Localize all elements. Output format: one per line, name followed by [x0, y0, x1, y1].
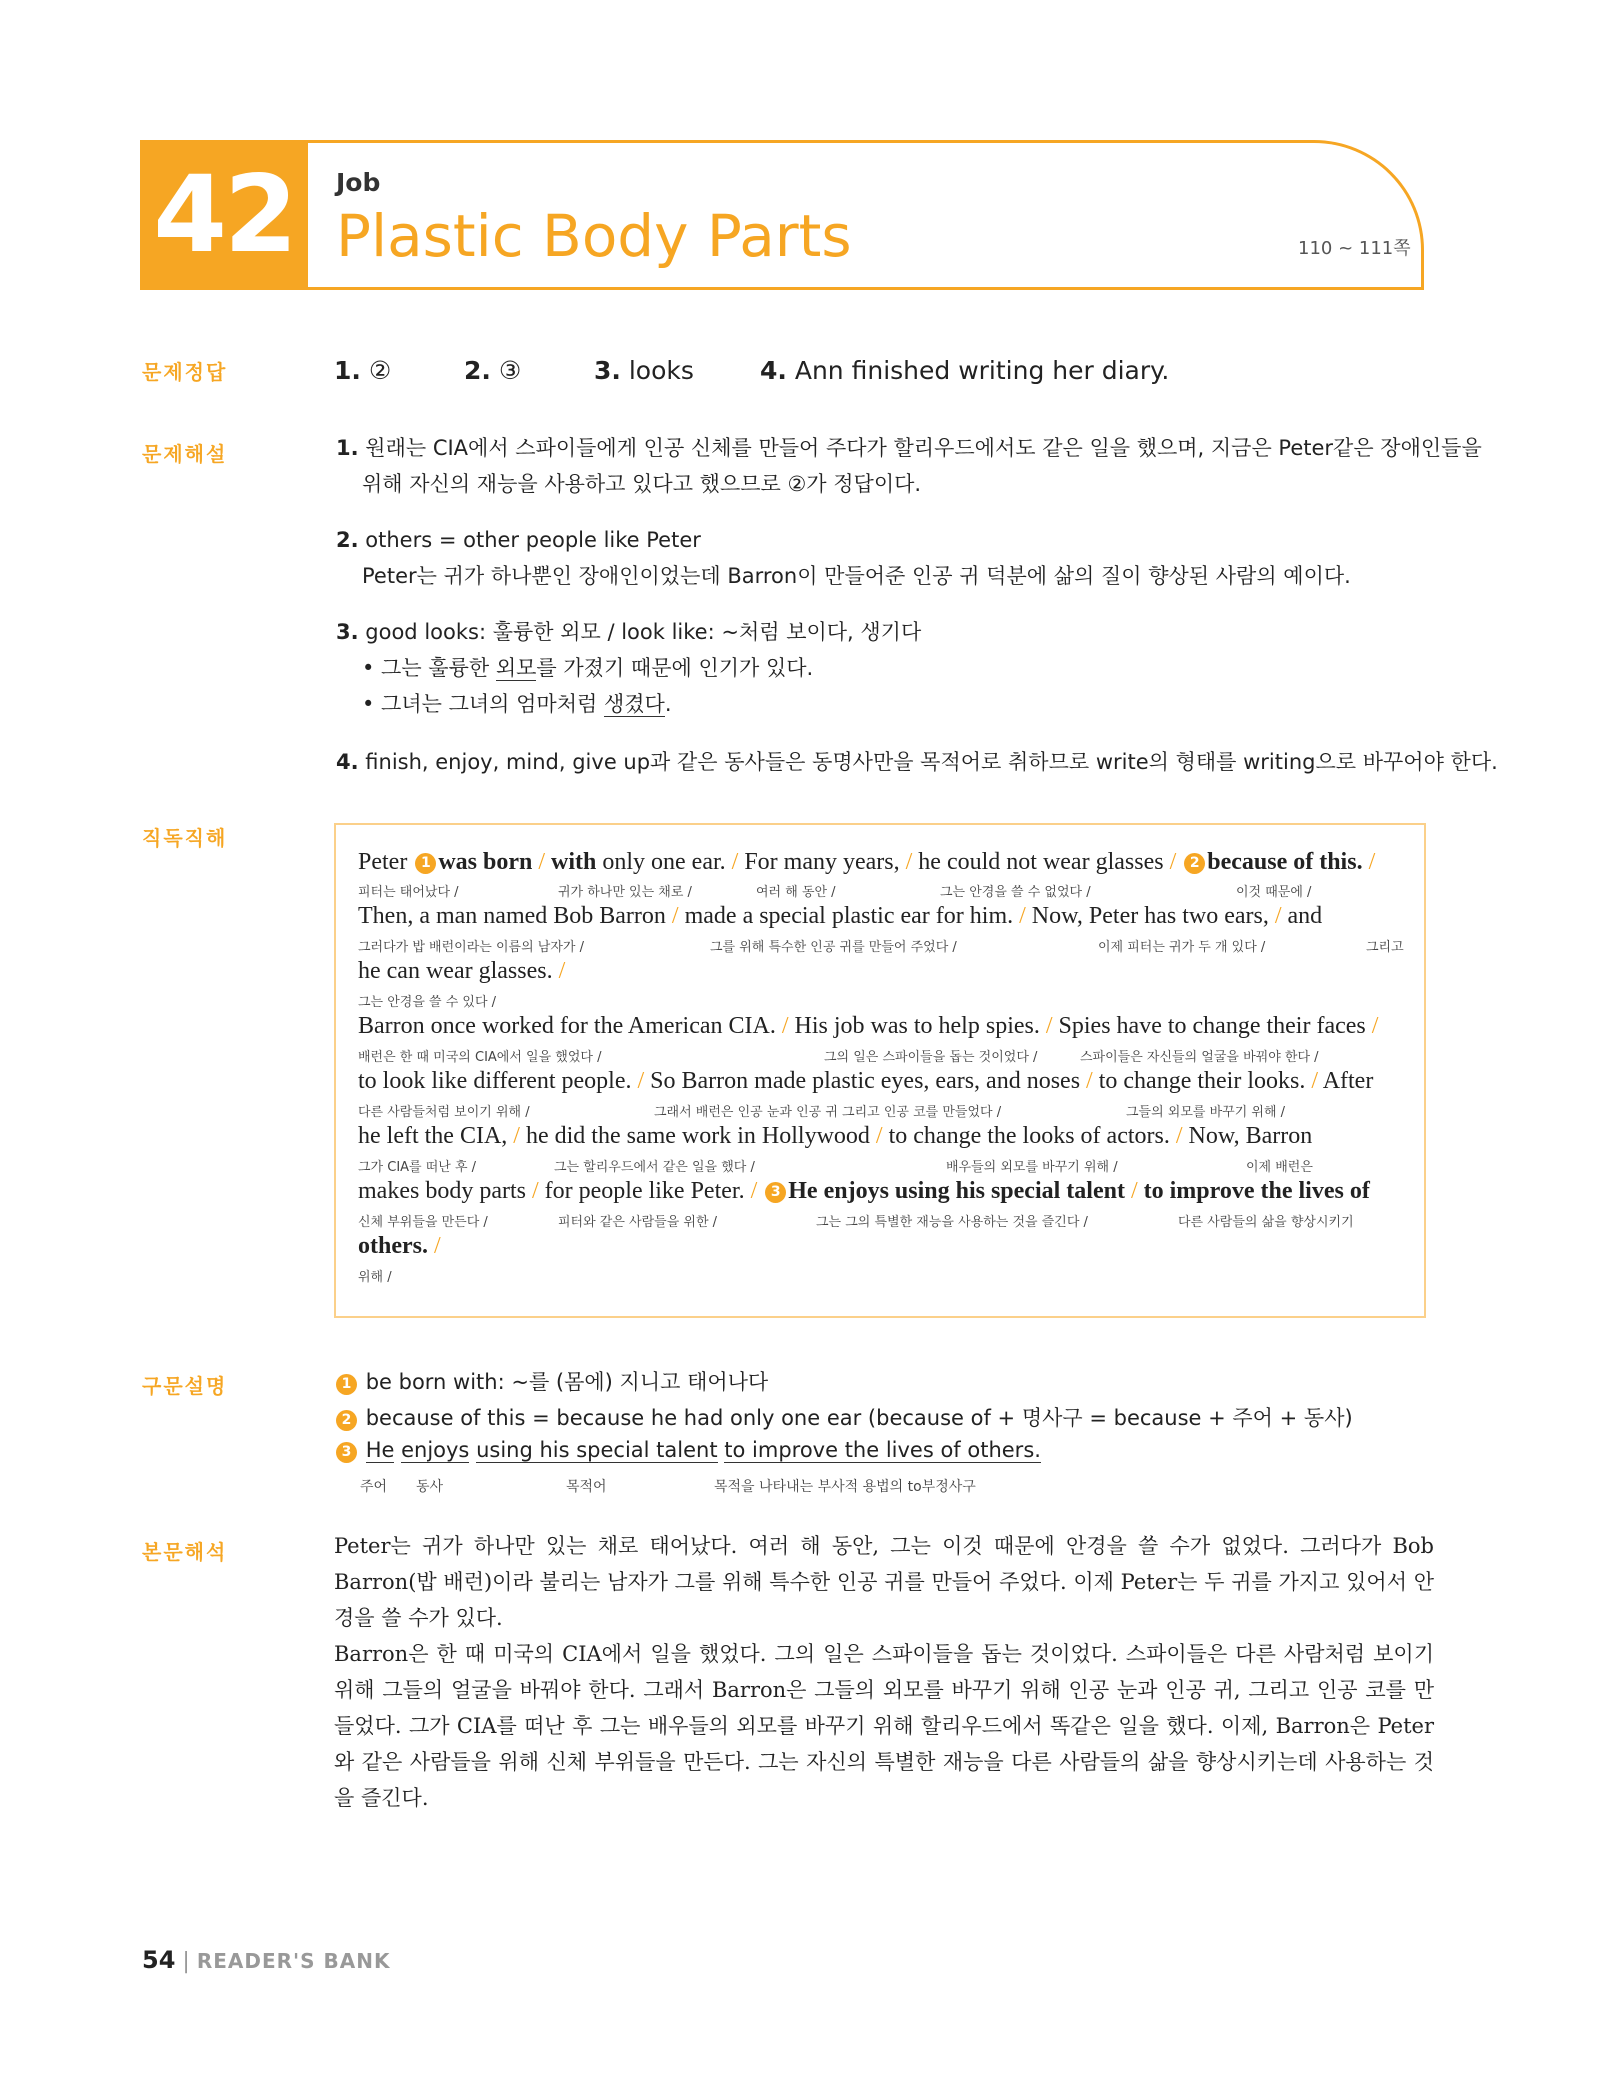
grammar-3: 3 He enjoys using his special talent to improve the lives of others. — [334, 1438, 1041, 1463]
answer-2: 2. ③ — [464, 356, 522, 385]
translation-label: 본문해석 — [142, 1540, 228, 1564]
explanation-2: 2. others = other people like Peter Peter는 귀가 하나뿐인 장애인이었는데 Barron이 만들어준 인공 귀 덕분에 삶의 질이 향상된 사람의 예이다. — [336, 528, 1351, 588]
gloss: 그들의 외모를 바꾸기 위해 / — [1126, 1105, 1286, 1120]
gloss: 그는 안경을 쓸 수 있다 / — [358, 995, 497, 1010]
explanation-label: 문제해설 — [142, 442, 228, 466]
answers-label: 문제정답 — [142, 360, 228, 384]
grammar-role-label: 목적을 나타내는 부사적 용법의 to부정사구 — [714, 1479, 976, 1495]
book-title: READER'S BANK — [196, 1949, 391, 1973]
gloss: 피터와 같은 사람들을 위한 / — [558, 1215, 718, 1230]
explanation-3: 3. good looks: 훌륭한 외모 / look like: ~처럼 보이다, 생기다 • 그는 훌륭한 외모를 가졌기 때문에 인기가 있다. • 그녀는 그녀의 엄마처럼 생겼다. — [336, 620, 922, 716]
gloss: 그리고 — [1366, 940, 1404, 955]
lesson-category: Job — [336, 168, 381, 197]
page-reference: 110 ~ 111쪽 — [1298, 238, 1411, 259]
translation-paragraph: Barron은 한 때 미국의 CIA에서 일을 했었다. 그의 일은 스파이들을 돕는 것이었다. 스파이들은 다른 사람처럼 보이기 위해 그들의 얼굴을 바꿔야 한다. 그래서 Barron은 그들의 외모를 바꾸기 위해 인공 눈과 인공 귀, 그리고 인공 코를 만들었다. 그가 CIA를 떠난 후 그는 배우들의 외모를 바꾸기 위해 할리우드에서 똑같은 일을 했다. 이제, Barron은 Peter와 같은 사람들을 위해 신체 부위들을 만든다. 그는 자신의 특별한 재능을 다른 사람들의 삶을 향상시키는데 사용하는 것을 즐긴다. — [334, 1642, 1434, 1810]
reading-line-2: Then, a man named Bob Barron / made a special plastic ear for him. / Now, Peter has two ears, / and — [358, 903, 1323, 929]
reading-line-3: he can wear glasses. / — [358, 958, 566, 984]
reading-line-1: Peter 1 was born / with only one ear. / For many years, / he could not wear glasses / 2 because of this. / — [358, 849, 1376, 875]
gloss: 그래서 배런은 인공 눈과 인공 귀 그리고 인공 코를 만들었다 / — [654, 1105, 1002, 1120]
gloss: 피터는 태어났다 / — [358, 885, 459, 900]
gloss: 그는 할리우드에서 같은 일을 했다 / — [554, 1160, 755, 1175]
explanation-1: 1. 원래는 CIA에서 스파이들에게 인공 신체를 만들어 주다가 할리우드에서도 같은 일을 했으며, 지금은 Peter같은 장애인들을 위해 자신의 재능을 사용하고 있다고 했으므로 ②가 정답이다. — [336, 436, 1482, 496]
reading-label: 직독직해 — [142, 826, 228, 850]
explanation-4: 4. finish, enjoy, mind, give up과 같은 동사들은 동명사만을 목적어로 취하므로 write의 형태를 writing으로 바꾸어야 한다. — [336, 750, 1498, 774]
marker-2: 2 — [336, 1410, 357, 1431]
gloss: 그를 위해 특수한 인공 귀를 만들어 주었다 / — [710, 940, 957, 955]
gloss: 스파이들은 자신들의 얼굴을 바꿔야 한다 / — [1080, 1050, 1319, 1065]
lesson-number-badge — [140, 140, 308, 290]
gloss: 배우들의 외모를 바꾸기 위해 / — [946, 1160, 1118, 1175]
marker-3: 3 — [336, 1442, 357, 1463]
answer-1: 1. ② — [334, 356, 392, 385]
answer-4: 4. Ann finished writing her diary. — [760, 356, 1170, 385]
gloss: 신체 부위들을 만든다 / — [358, 1215, 488, 1230]
gloss: 배런은 한 때 미국의 CIA에서 일을 했었다 / — [358, 1050, 602, 1065]
page-number: 54 — [142, 1946, 176, 1974]
marker-1: 1 — [415, 853, 436, 874]
gloss: 다른 사람들의 삶을 향상시키기 — [1178, 1215, 1354, 1230]
gloss: 이것 때문에 / — [1236, 885, 1312, 900]
grammar-label: 구문설명 — [142, 1374, 228, 1398]
reading-line-6: he left the CIA, / he did the same work in Hollywood / to change the looks of actors. / Now, Barron — [358, 1123, 1313, 1149]
gloss: 여러 해 동안 / — [756, 885, 836, 900]
gloss: 다른 사람들처럼 보이기 위해 / — [358, 1105, 530, 1120]
gloss: 그는 그의 특별한 재능을 사용하는 것을 즐긴다 / — [816, 1215, 1088, 1230]
grammar-2: 2 because of this = because he had only one ear (because of + 명사구 = because + 주어 + 동사) — [334, 1402, 1353, 1432]
lesson-title: Plastic Body Parts — [336, 202, 852, 270]
reading-line-5: to look like different people. / So Barron made plastic eyes, ears, and noses / to change their looks. / After — [358, 1068, 1374, 1094]
gloss: 그의 일은 스파이들을 돕는 것이었다 / — [824, 1050, 1038, 1065]
gloss: 이제 배런은 — [1246, 1160, 1313, 1175]
marker-1: 1 — [336, 1374, 357, 1395]
reading-line-7: makes body parts / for people like Peter. / 3 He enjoys using his special talent / to improve the lives of — [358, 1178, 1370, 1204]
gloss: 이제 피터는 귀가 두 개 있다 / — [1098, 940, 1266, 955]
gloss: 그가 CIA를 떠난 후 / — [358, 1160, 477, 1175]
gloss: 귀가 하나만 있는 채로 / — [558, 885, 692, 900]
reading-line-4: Barron once worked for the American CIA. / His job was to help spies. / Spies have to change their faces / — [358, 1013, 1379, 1039]
gloss: 그는 안경을 쓸 수 없었다 / — [940, 885, 1091, 900]
reading-box — [334, 823, 1426, 1318]
translation-paragraph: Peter는 귀가 하나만 있는 채로 태어났다. 여러 해 동안, 그는 이것 때문에 안경을 쓸 수가 없었다. 그러다가 Bob Barron(밥 배런)이라 불리는 남자가 그를 위해 특수한 인공 귀를 만들어 주었다. 이제 Peter는 두 귀를 가지고 있어서 안경을 쓸 수가 있다. — [334, 1534, 1434, 1630]
grammar-role-label: 동사 — [416, 1479, 444, 1495]
reading-line-8: others. / — [358, 1233, 441, 1259]
marker-2: 2 — [1184, 853, 1205, 874]
footer-separator: | — [182, 1949, 190, 1974]
gloss: 위해 / — [358, 1270, 392, 1285]
marker-3: 3 — [765, 1182, 786, 1203]
translation-text — [334, 1528, 1434, 1816]
grammar-1: 1 be born with: ~를 (몸에) 지니고 태어나다 — [334, 1366, 768, 1396]
page-footer — [142, 1946, 390, 1974]
grammar-role-label: 목적어 — [566, 1479, 607, 1495]
gloss: 그러다가 밥 배런이라는 이름의 남자가 / — [358, 940, 584, 955]
grammar-role-label: 주어 — [360, 1479, 388, 1495]
answer-3: 3. looks — [594, 356, 694, 385]
lesson-number: 42 — [153, 153, 295, 276]
